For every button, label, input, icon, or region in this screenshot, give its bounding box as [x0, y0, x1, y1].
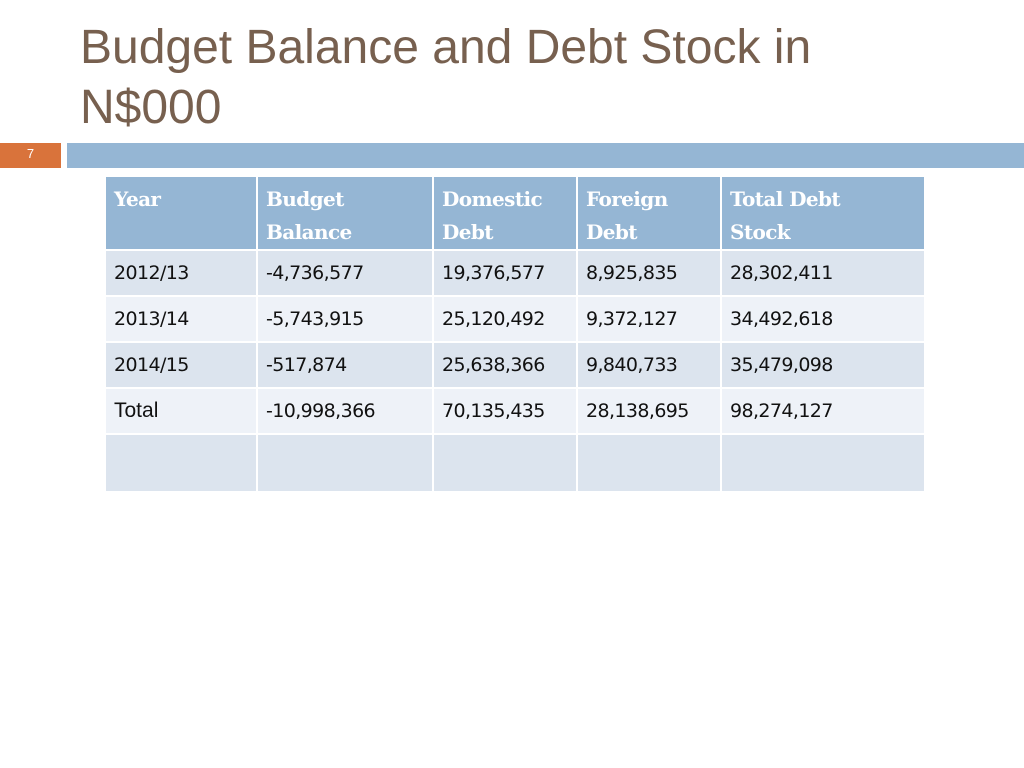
cell-foreign-debt: 8,925,835	[577, 250, 721, 296]
slide-title	[80, 18, 1000, 138]
slide-title-line1: Budget Balance and Debt Stock in	[80, 21, 812, 74]
cell-total-debt-stock: 35,479,098	[721, 342, 925, 388]
slide-number: 7	[0, 143, 61, 168]
table-row-empty	[105, 434, 925, 492]
cell-total-debt-stock: 28,302,411	[721, 250, 925, 296]
cell-budget-balance: -517,874	[257, 342, 433, 388]
cell-domestic-debt: 25,120,492	[433, 296, 577, 342]
empty-cell	[577, 434, 721, 492]
cell-domestic-debt: 19,376,577	[433, 250, 577, 296]
empty-cell	[105, 434, 257, 492]
cell-domestic-debt: 70,135,435	[433, 388, 577, 434]
header-foreign-debt: Foreign Debt	[577, 176, 721, 250]
cell-domestic-debt: 25,638,366	[433, 342, 577, 388]
table-header-row	[105, 176, 925, 250]
cell-total-debt-stock: 34,492,618	[721, 296, 925, 342]
cell-budget-balance: -10,998,366	[257, 388, 433, 434]
cell-year: 2014/15	[105, 342, 257, 388]
cell-budget-balance: -4,736,577	[257, 250, 433, 296]
cell-foreign-debt: 9,840,733	[577, 342, 721, 388]
header-total-debt-stock: Total Debt Stock	[721, 176, 925, 250]
header-bar	[67, 143, 1024, 168]
cell-year: Total	[105, 388, 257, 434]
table-row	[105, 250, 925, 296]
empty-cell	[257, 434, 433, 492]
cell-budget-balance: -5,743,915	[257, 296, 433, 342]
cell-total-debt-stock: 98,274,127	[721, 388, 925, 434]
budget-debt-table	[104, 175, 926, 493]
empty-cell	[433, 434, 577, 492]
cell-year: 2012/13	[105, 250, 257, 296]
header-year: Year	[105, 176, 257, 250]
slide-title-line2: N$000	[80, 81, 222, 134]
table-row	[105, 296, 925, 342]
cell-foreign-debt: 9,372,127	[577, 296, 721, 342]
empty-cell	[721, 434, 925, 492]
table-row-total	[105, 388, 925, 434]
table-row	[105, 342, 925, 388]
header-domestic-debt: Domestic Debt	[433, 176, 577, 250]
cell-year: 2013/14	[105, 296, 257, 342]
cell-foreign-debt: 28,138,695	[577, 388, 721, 434]
header-budget-balance: Budget Balance	[257, 176, 433, 250]
